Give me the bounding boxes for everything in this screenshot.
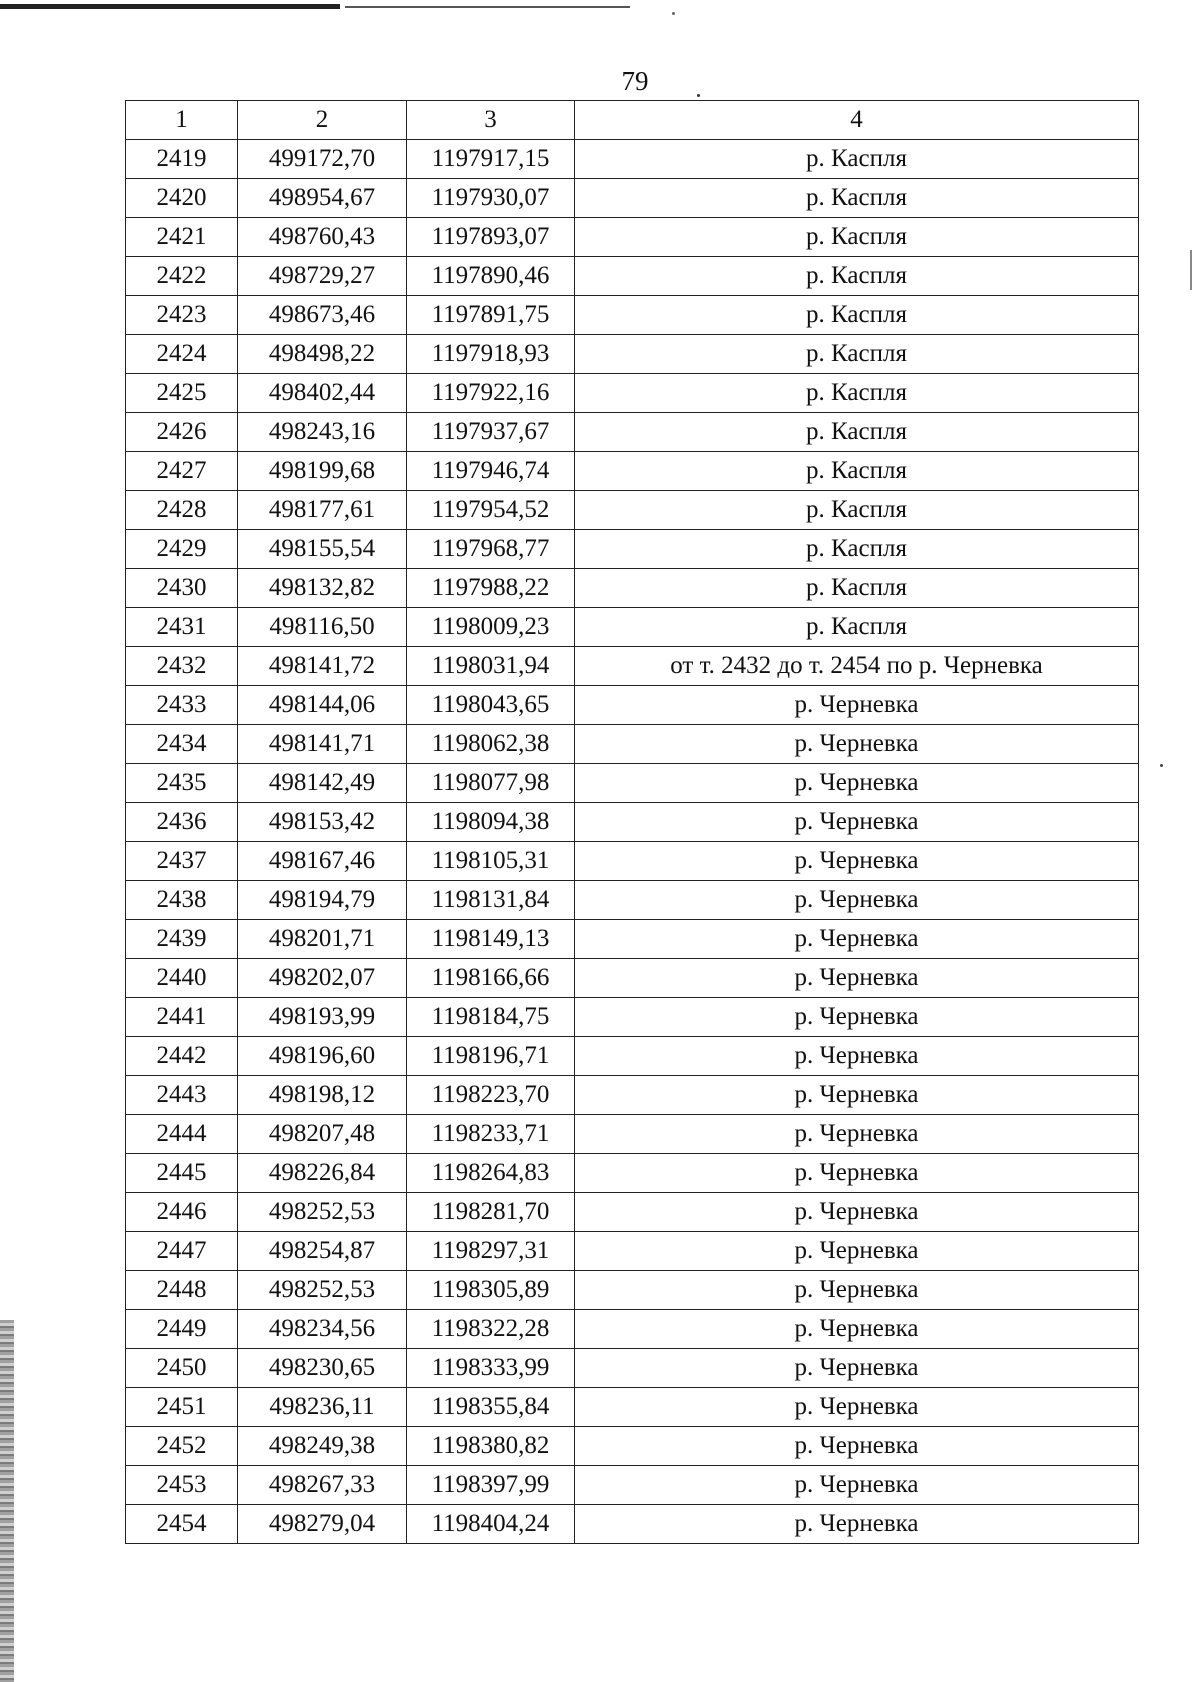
description-cell: р. Черневка bbox=[575, 1466, 1139, 1505]
y-coordinate-cell: 1198397,99 bbox=[407, 1466, 575, 1505]
table-row bbox=[126, 1076, 1139, 1115]
x-coordinate-cell: 498199,68 bbox=[238, 452, 407, 491]
table-row bbox=[126, 452, 1139, 491]
description-cell: р. Черневка bbox=[575, 1349, 1139, 1388]
x-coordinate-cell: 498193,99 bbox=[238, 998, 407, 1037]
table-row bbox=[126, 1388, 1139, 1427]
x-coordinate-cell: 498267,33 bbox=[238, 1466, 407, 1505]
x-coordinate-cell: 498230,65 bbox=[238, 1349, 407, 1388]
page-number: 79 bbox=[621, 66, 649, 96]
y-coordinate-cell: 1198281,70 bbox=[407, 1193, 575, 1232]
y-coordinate-cell: 1197918,93 bbox=[407, 335, 575, 374]
table-row bbox=[126, 764, 1139, 803]
y-coordinate-cell: 1198233,71 bbox=[407, 1115, 575, 1154]
description-cell: р. Черневка bbox=[575, 1154, 1139, 1193]
table-row bbox=[126, 959, 1139, 998]
y-coordinate-cell: 1198184,75 bbox=[407, 998, 575, 1037]
x-coordinate-cell: 498144,06 bbox=[238, 686, 407, 725]
point-number-cell: 2431 bbox=[126, 608, 238, 647]
y-coordinate-cell: 1198131,84 bbox=[407, 881, 575, 920]
point-number-cell: 2448 bbox=[126, 1271, 238, 1310]
x-coordinate-cell: 498201,71 bbox=[238, 920, 407, 959]
y-coordinate-cell: 1197946,74 bbox=[407, 452, 575, 491]
x-coordinate-cell: 498202,07 bbox=[238, 959, 407, 998]
x-coordinate-cell: 498198,12 bbox=[238, 1076, 407, 1115]
point-number-cell: 2439 bbox=[126, 920, 238, 959]
description-cell: р. Черневка bbox=[575, 1427, 1139, 1466]
x-coordinate-cell: 498254,87 bbox=[238, 1232, 407, 1271]
table-row bbox=[126, 1232, 1139, 1271]
y-coordinate-cell: 1197922,16 bbox=[407, 374, 575, 413]
description-cell: р. Каспля bbox=[575, 569, 1139, 608]
point-number-cell: 2421 bbox=[126, 218, 238, 257]
x-coordinate-cell: 498729,27 bbox=[238, 257, 407, 296]
table-row bbox=[126, 608, 1139, 647]
y-coordinate-cell: 1198166,66 bbox=[407, 959, 575, 998]
table-row bbox=[126, 1349, 1139, 1388]
table-row bbox=[126, 1310, 1139, 1349]
x-coordinate-cell: 498155,54 bbox=[238, 530, 407, 569]
description-cell: р. Каспля bbox=[575, 335, 1139, 374]
description-cell: р. Черневка bbox=[575, 686, 1139, 725]
description-cell: р. Каспля bbox=[575, 608, 1139, 647]
description-cell: р. Каспля bbox=[575, 179, 1139, 218]
x-coordinate-cell: 498196,60 bbox=[238, 1037, 407, 1076]
table-row bbox=[126, 881, 1139, 920]
x-coordinate-cell: 498252,53 bbox=[238, 1193, 407, 1232]
x-coordinate-cell: 498673,46 bbox=[238, 296, 407, 335]
point-number-cell: 2449 bbox=[126, 1310, 238, 1349]
y-coordinate-cell: 1197930,07 bbox=[407, 179, 575, 218]
description-cell: р. Каспля bbox=[575, 374, 1139, 413]
point-number-cell: 2427 bbox=[126, 452, 238, 491]
table-row bbox=[126, 569, 1139, 608]
y-coordinate-cell: 1197891,75 bbox=[407, 296, 575, 335]
point-number-cell: 2428 bbox=[126, 491, 238, 530]
point-number-cell: 2446 bbox=[126, 1193, 238, 1232]
scan-side-mark bbox=[1190, 250, 1192, 290]
point-number-cell: 2435 bbox=[126, 764, 238, 803]
table-row bbox=[126, 374, 1139, 413]
description-cell: р. Черневка bbox=[575, 998, 1139, 1037]
point-number-cell: 2444 bbox=[126, 1115, 238, 1154]
scan-top-rule-thin bbox=[345, 6, 630, 8]
x-coordinate-cell: 498954,67 bbox=[238, 179, 407, 218]
table-row bbox=[126, 491, 1139, 530]
table-row bbox=[126, 413, 1139, 452]
description-cell: р. Каспля bbox=[575, 491, 1139, 530]
description-cell: р. Черневка bbox=[575, 1076, 1139, 1115]
x-coordinate-cell: 498249,38 bbox=[238, 1427, 407, 1466]
y-coordinate-cell: 1198380,82 bbox=[407, 1427, 575, 1466]
y-coordinate-cell: 1198223,70 bbox=[407, 1076, 575, 1115]
description-cell: р. Черневка bbox=[575, 920, 1139, 959]
table-row bbox=[126, 803, 1139, 842]
scan-speck bbox=[1160, 764, 1163, 767]
point-number-cell: 2447 bbox=[126, 1232, 238, 1271]
point-number-cell: 2454 bbox=[126, 1505, 238, 1544]
point-number-cell: 2442 bbox=[126, 1037, 238, 1076]
table-row bbox=[126, 1427, 1139, 1466]
x-coordinate-cell: 498252,53 bbox=[238, 1271, 407, 1310]
table-row bbox=[126, 257, 1139, 296]
column-header-2: 2 bbox=[238, 101, 407, 140]
x-coordinate-cell: 498141,72 bbox=[238, 647, 407, 686]
coordinates-table bbox=[125, 100, 1139, 1544]
y-coordinate-cell: 1198043,65 bbox=[407, 686, 575, 725]
description-cell: р. Черневка bbox=[575, 959, 1139, 998]
x-coordinate-cell: 498226,84 bbox=[238, 1154, 407, 1193]
table-row bbox=[126, 335, 1139, 374]
point-number-cell: 2430 bbox=[126, 569, 238, 608]
description-cell: р. Черневка bbox=[575, 1310, 1139, 1349]
table-row bbox=[126, 296, 1139, 335]
table-row bbox=[126, 140, 1139, 179]
point-number-cell: 2433 bbox=[126, 686, 238, 725]
column-header-1: 1 bbox=[126, 101, 238, 140]
table-row bbox=[126, 179, 1139, 218]
y-coordinate-cell: 1198404,24 bbox=[407, 1505, 575, 1544]
point-number-cell: 2420 bbox=[126, 179, 238, 218]
description-cell: р. Каспля bbox=[575, 218, 1139, 257]
table-row bbox=[126, 1154, 1139, 1193]
point-number-cell: 2424 bbox=[126, 335, 238, 374]
description-cell: р. Черневка bbox=[575, 842, 1139, 881]
y-coordinate-cell: 1198062,38 bbox=[407, 725, 575, 764]
y-coordinate-cell: 1198196,71 bbox=[407, 1037, 575, 1076]
x-coordinate-cell: 498760,43 bbox=[238, 218, 407, 257]
point-number-cell: 2445 bbox=[126, 1154, 238, 1193]
point-number-cell: 2429 bbox=[126, 530, 238, 569]
point-number-cell: 2419 bbox=[126, 140, 238, 179]
description-cell: р. Каспля bbox=[575, 530, 1139, 569]
x-coordinate-cell: 498236,11 bbox=[238, 1388, 407, 1427]
scan-speck bbox=[672, 12, 675, 15]
description-cell: р. Черневка bbox=[575, 1115, 1139, 1154]
table-row bbox=[126, 1466, 1139, 1505]
y-coordinate-cell: 1198094,38 bbox=[407, 803, 575, 842]
y-coordinate-cell: 1198297,31 bbox=[407, 1232, 575, 1271]
point-number-cell: 2441 bbox=[126, 998, 238, 1037]
table-row bbox=[126, 530, 1139, 569]
point-number-cell: 2426 bbox=[126, 413, 238, 452]
y-coordinate-cell: 1198105,31 bbox=[407, 842, 575, 881]
table-row bbox=[126, 1115, 1139, 1154]
description-cell: р. Черневка bbox=[575, 764, 1139, 803]
point-number-cell: 2423 bbox=[126, 296, 238, 335]
table-row bbox=[126, 1271, 1139, 1310]
y-coordinate-cell: 1197893,07 bbox=[407, 218, 575, 257]
scan-speck bbox=[697, 94, 700, 97]
table-row bbox=[126, 1037, 1139, 1076]
description-cell: р. Каспля bbox=[575, 257, 1139, 296]
table-row bbox=[126, 1505, 1139, 1544]
point-number-cell: 2437 bbox=[126, 842, 238, 881]
y-coordinate-cell: 1198333,99 bbox=[407, 1349, 575, 1388]
table-row bbox=[126, 998, 1139, 1037]
table-row bbox=[126, 1193, 1139, 1232]
x-coordinate-cell: 498167,46 bbox=[238, 842, 407, 881]
description-cell: р. Каспля bbox=[575, 452, 1139, 491]
table-row bbox=[126, 842, 1139, 881]
table-row bbox=[126, 647, 1139, 686]
scan-binding-edge bbox=[0, 1320, 14, 1682]
x-coordinate-cell: 499172,70 bbox=[238, 140, 407, 179]
description-cell: р. Каспля bbox=[575, 140, 1139, 179]
point-number-cell: 2451 bbox=[126, 1388, 238, 1427]
x-coordinate-cell: 498194,79 bbox=[238, 881, 407, 920]
y-coordinate-cell: 1198305,89 bbox=[407, 1271, 575, 1310]
description-cell: р. Каспля bbox=[575, 413, 1139, 452]
description-cell: р. Черневка bbox=[575, 725, 1139, 764]
point-number-cell: 2450 bbox=[126, 1349, 238, 1388]
x-coordinate-cell: 498153,42 bbox=[238, 803, 407, 842]
description-cell: р. Черневка bbox=[575, 881, 1139, 920]
point-number-cell: 2434 bbox=[126, 725, 238, 764]
description-cell: р. Черневка bbox=[575, 1232, 1139, 1271]
x-coordinate-cell: 498142,49 bbox=[238, 764, 407, 803]
y-coordinate-cell: 1198009,23 bbox=[407, 608, 575, 647]
table-row bbox=[126, 920, 1139, 959]
description-cell: р. Черневка bbox=[575, 1271, 1139, 1310]
x-coordinate-cell: 498132,82 bbox=[238, 569, 407, 608]
x-coordinate-cell: 498234,56 bbox=[238, 1310, 407, 1349]
table-row bbox=[126, 218, 1139, 257]
point-number-cell: 2452 bbox=[126, 1427, 238, 1466]
point-number-cell: 2453 bbox=[126, 1466, 238, 1505]
table-header-row bbox=[126, 101, 1139, 140]
point-number-cell: 2440 bbox=[126, 959, 238, 998]
x-coordinate-cell: 498243,16 bbox=[238, 413, 407, 452]
column-header-4: 4 bbox=[575, 101, 1139, 140]
y-coordinate-cell: 1198355,84 bbox=[407, 1388, 575, 1427]
y-coordinate-cell: 1198264,83 bbox=[407, 1154, 575, 1193]
y-coordinate-cell: 1197954,52 bbox=[407, 491, 575, 530]
scan-top-rule bbox=[0, 4, 340, 9]
description-cell: р. Каспля bbox=[575, 296, 1139, 335]
y-coordinate-cell: 1197937,67 bbox=[407, 413, 575, 452]
description-cell: р. Черневка bbox=[575, 1388, 1139, 1427]
x-coordinate-cell: 498116,50 bbox=[238, 608, 407, 647]
description-cell: р. Черневка bbox=[575, 803, 1139, 842]
y-coordinate-cell: 1198031,94 bbox=[407, 647, 575, 686]
description-cell: р. Черневка bbox=[575, 1037, 1139, 1076]
y-coordinate-cell: 1198149,13 bbox=[407, 920, 575, 959]
x-coordinate-cell: 498279,04 bbox=[238, 1505, 407, 1544]
x-coordinate-cell: 498498,22 bbox=[238, 335, 407, 374]
y-coordinate-cell: 1197988,22 bbox=[407, 569, 575, 608]
description-cell: р. Черневка bbox=[575, 1505, 1139, 1544]
x-coordinate-cell: 498177,61 bbox=[238, 491, 407, 530]
point-number-cell: 2436 bbox=[126, 803, 238, 842]
y-coordinate-cell: 1198322,28 bbox=[407, 1310, 575, 1349]
table-body bbox=[126, 140, 1139, 1544]
description-cell: от т. 2432 до т. 2454 по р. Черневка bbox=[575, 647, 1139, 686]
point-number-cell: 2422 bbox=[126, 257, 238, 296]
point-number-cell: 2425 bbox=[126, 374, 238, 413]
description-cell: р. Черневка bbox=[575, 1193, 1139, 1232]
y-coordinate-cell: 1197917,15 bbox=[407, 140, 575, 179]
y-coordinate-cell: 1197968,77 bbox=[407, 530, 575, 569]
point-number-cell: 2438 bbox=[126, 881, 238, 920]
table-row bbox=[126, 725, 1139, 764]
x-coordinate-cell: 498141,71 bbox=[238, 725, 407, 764]
x-coordinate-cell: 498207,48 bbox=[238, 1115, 407, 1154]
y-coordinate-cell: 1197890,46 bbox=[407, 257, 575, 296]
column-header-3: 3 bbox=[407, 101, 575, 140]
point-number-cell: 2443 bbox=[126, 1076, 238, 1115]
y-coordinate-cell: 1198077,98 bbox=[407, 764, 575, 803]
table-row bbox=[126, 686, 1139, 725]
point-number-cell: 2432 bbox=[126, 647, 238, 686]
x-coordinate-cell: 498402,44 bbox=[238, 374, 407, 413]
